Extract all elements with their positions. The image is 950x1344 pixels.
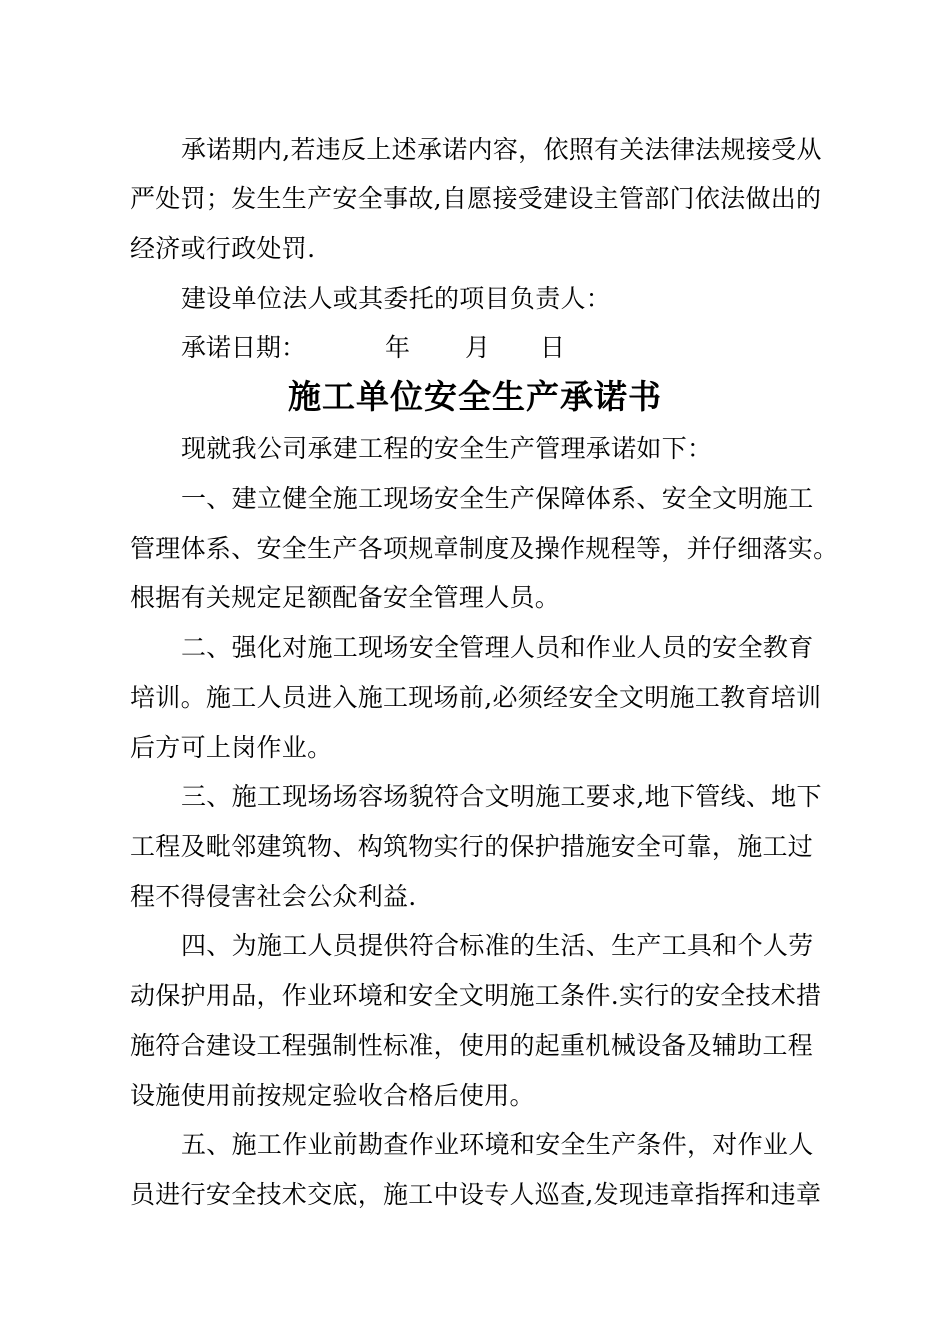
item-2-line-1: 二、强化对施工现场安全管理人员和作业人员的安全教育 <box>181 633 814 662</box>
signatory-label: 建设单位法人或其委托的项目负责人： <box>181 284 612 313</box>
item-5-line-2: 员进行安全技术交底，施工中设专人巡查,发现违章指挥和违章 <box>130 1180 822 1209</box>
date-day: 日 <box>540 333 566 362</box>
item-3-line-2: 工程及毗邻建筑物、构筑物实行的保护措施安全可靠，施工过 <box>130 832 814 861</box>
item-1-line-2: 管理体系、安全生产各项规章制度及操作规程等，并仔细落实。 <box>130 534 839 563</box>
item-4-line-3: 施符合建设工程强制性标准，使用的起重机械设备及辅助工程 <box>130 1031 814 1060</box>
date-month: 月 <box>465 333 491 362</box>
penalty-paragraph-line-2: 严处罚；发生生产安全事故,自愿接受建设主管部门依法做出的 <box>130 184 822 213</box>
date-label: 承诺日期： <box>181 333 307 362</box>
item-3-line-3: 程不得侵害社会公众利益. <box>130 882 417 911</box>
document-title: 施工单位安全生产承诺书 <box>288 377 662 416</box>
item-1-line-3: 根据有关规定足额配备安全管理人员。 <box>130 583 561 612</box>
item-4-line-1: 四、为施工人员提供符合标准的生活、生产工具和个人劳 <box>181 931 814 960</box>
item-4-line-4: 设施使用前按规定验收合格后使用。 <box>130 1081 535 1110</box>
intro-line: 现就我公司承建工程的安全生产管理承诺如下： <box>181 434 713 463</box>
item-4-line-2: 动保护用品，作业环境和安全文明施工条件.实行的安全技术措 <box>130 981 822 1010</box>
item-3-line-1: 三、施工现场场容场貌符合文明施工要求,地下管线、地下 <box>181 782 822 811</box>
item-2-line-2: 培训。施工人员进入施工现场前,必须经安全文明施工教育培训 <box>130 683 822 712</box>
item-1-line-1: 一、建立健全施工现场安全生产保障体系、安全文明施工 <box>181 484 814 513</box>
item-5-line-1: 五、施工作业前勘查作业环境和安全生产条件，对作业人 <box>181 1130 814 1159</box>
penalty-paragraph-line-3: 经济或行政处罚. <box>130 234 316 263</box>
date-year: 年 <box>385 333 411 362</box>
penalty-paragraph-line-1: 承诺期内,若违反上述承诺内容，依照有关法律法规接受从 <box>181 135 822 164</box>
item-2-line-3: 后方可上岗作业。 <box>130 733 333 762</box>
